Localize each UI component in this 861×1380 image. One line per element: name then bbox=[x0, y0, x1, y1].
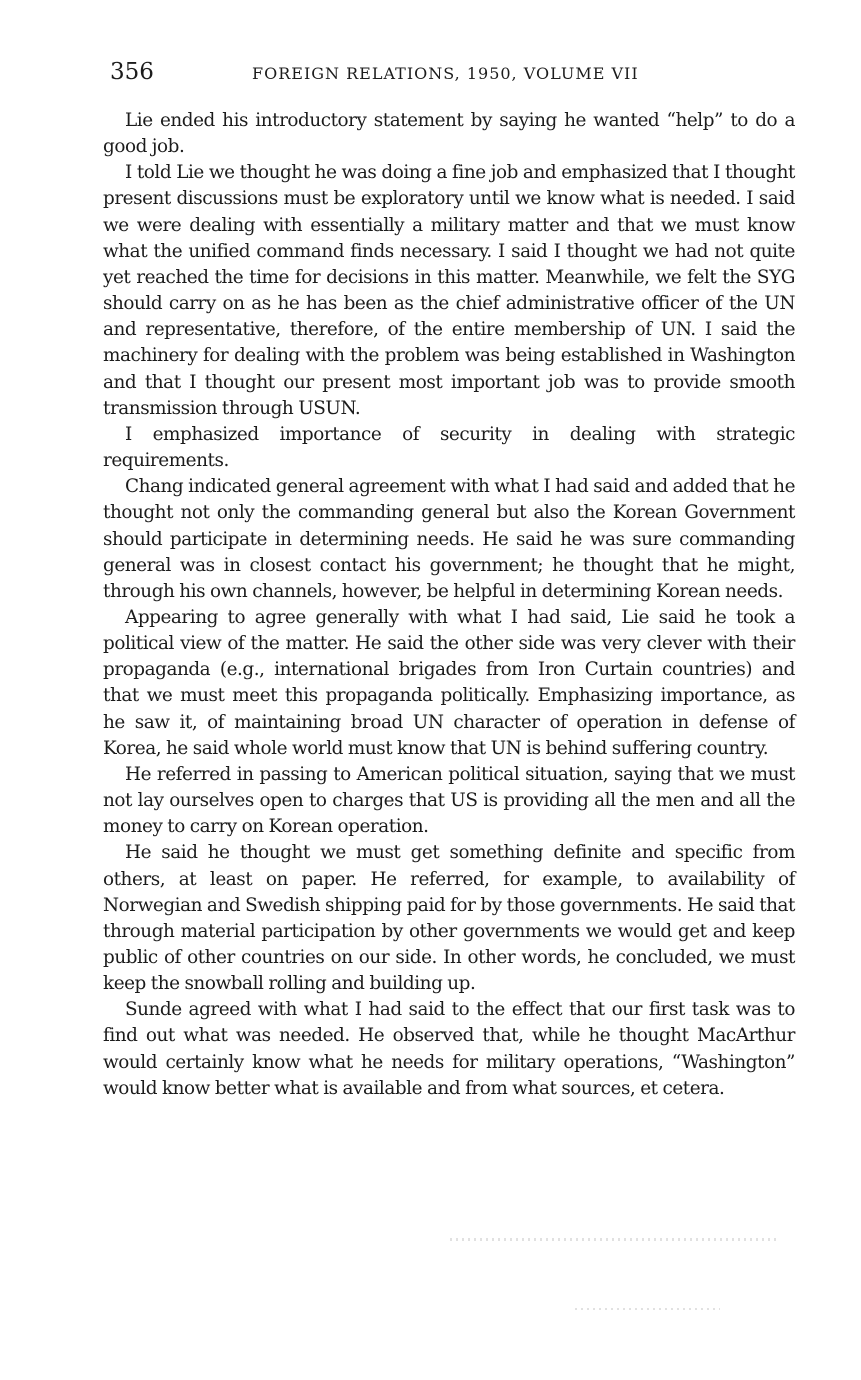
running-head: FOREIGN RELATIONS, 1950, VOLUME VII bbox=[252, 64, 639, 83]
paragraph: Appearing to agree generally with what I had said, Lie said he took a political view of the matter. He said the other side was very clever with their propaganda (e.g., international brigades from Iron Curtain countries) and that we must meet this propaganda politically. Emphasizing importance, as he saw it, of maintaining broad UN character of operation in defense of Korea, he said whole world must know that UN is behind suffering country. bbox=[103, 606, 795, 759]
paragraph: I told Lie we thought he was doing a fine job and emphasized that I thought present discussions must be exploratory until we know what is needed. I said we were dealing with essentially a military matter and that we must know what the unified command finds necessary. I said I thought we had not quite yet reached the time for decisions in this matter. Meanwhile, we felt the SYG should carry on as he has been as the chief administrative officer of the UN and representative, therefore, of the entire membership of UN. I said the machinery for dealing with the problem was being established in Washington and that I thought our present most important job was to provide smooth transmission through USUN. bbox=[103, 162, 795, 419]
scan-smudge bbox=[450, 1238, 780, 1241]
body-text bbox=[103, 108, 795, 1102]
paragraph: He said he thought we must get something definite and specific from others, at least on paper. He referred, for example, to availability of Norwegian and Swedish shipping paid for by those governments. He said that through material participation by other governments we would get and keep public of other countries on our side. In other words, he concluded, we must keep the snowball rolling and building up. bbox=[103, 842, 795, 995]
paragraph: Chang indicated general agreement with what I had said and added that he thought not only the commanding general but also the Korean Government should participate in determining needs. He said he was sure commanding general was in closest contact his government; he thought that he might, through his own channels, however, be helpful in determining Korean needs. bbox=[103, 476, 795, 602]
page-header bbox=[110, 58, 750, 88]
paragraph: Sunde agreed with what I had said to the effect that our first task was to find out what was needed. He observed that, while he thought MacArthur would certainly know what he needs for military operations, “Washington” would know better what is available and from what sources, et cetera. bbox=[103, 999, 795, 1099]
paragraph: He referred in passing to American political situation, saying that we must not lay ourselves open to charges that US is providing all the men and all the money to carry on Korean operation. bbox=[103, 763, 795, 838]
paragraph: I emphasized importance of security in dealing with strategic requirements. bbox=[103, 423, 795, 472]
paragraph: Lie ended his introductory statement by saying he wanted “help” to do a good job. bbox=[103, 110, 795, 158]
page-number: 356 bbox=[110, 59, 154, 85]
scan-smudge bbox=[575, 1308, 720, 1310]
